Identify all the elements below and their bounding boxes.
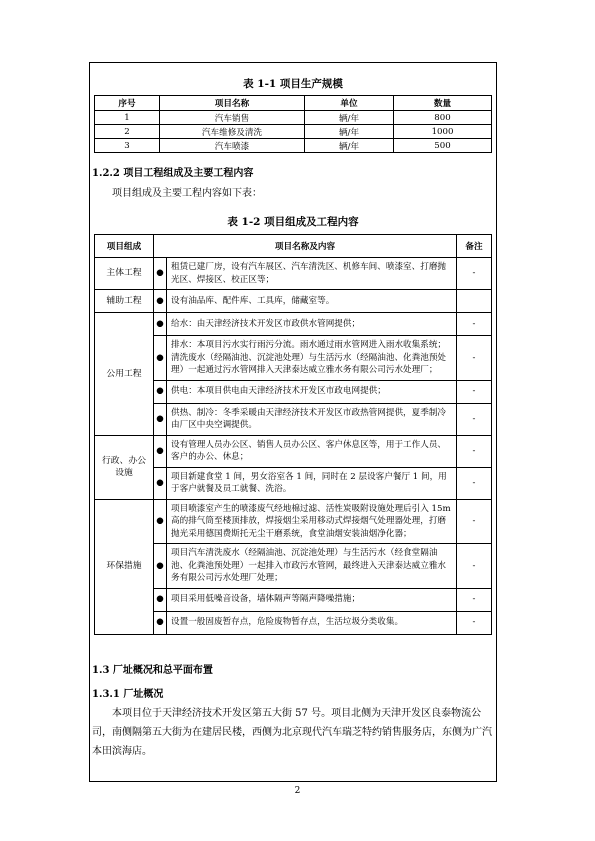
column-header: 单位 — [305, 96, 394, 111]
table-header-row — [95, 96, 492, 111]
table-header-row — [95, 235, 492, 258]
group-label: 公用工程 — [95, 313, 154, 436]
table-row — [95, 611, 492, 634]
bullet-icon: ● — [154, 611, 167, 634]
table1-caption: 表 1-1 项目生产规模 — [243, 78, 343, 90]
table-cell: 2 — [95, 125, 160, 139]
table-cell: 供热、制冷：冬季采暖由天津经济技术开发区市政热管网提供，夏季制冷由厂区中央空调提供。 — [167, 403, 457, 435]
table2-caption: 表 1-2 项目组成及工程内容 — [227, 216, 359, 228]
table-cell: 设置一般固废暂存点，危险废物暂存点，生活垃圾分类收集。 — [167, 611, 457, 634]
bullet-icon: ● — [154, 467, 167, 499]
table-row — [95, 588, 492, 611]
bullet-icon: ● — [154, 588, 167, 611]
table-row — [95, 336, 492, 381]
table-cell: 汽车喷漆 — [160, 139, 305, 153]
table-cell: 设有油品库、配件库、工具库，储藏室等。 — [167, 290, 457, 313]
table-cell: 汽车维修及清洗 — [160, 125, 305, 139]
table-cell: 供电：本项目供电由天津经济技术开发区市政电网提供； — [167, 380, 457, 403]
intro-paragraph: 项目组成及主要工程内容如下表： — [112, 188, 262, 199]
remark-cell: - — [457, 313, 492, 336]
bullet-icon: ● — [154, 544, 167, 589]
table-cell: 辆/年 — [305, 111, 394, 125]
project-composition-table — [94, 234, 492, 635]
table-cell: 项目汽车清洗废水（经隔油池、沉淀池处理）与生活污水（经食堂隔油池、化粪池预处理）一起排入市政污水管网，最终进入天津泰达威立雅水务有限公司污水处理厂处理； — [167, 544, 457, 589]
bullet-icon: ● — [154, 435, 167, 467]
table-cell: 给水：由天津经济技术开发区市政供水管网提供； — [167, 313, 457, 336]
table-cell: 汽车销售 — [160, 111, 305, 125]
table-cell: 设有管理人员办公区、销售人员办公区、客户休息区等，用于工作人员、客户的办公、休息； — [167, 435, 457, 467]
table-row — [95, 403, 492, 435]
table-row — [95, 467, 492, 499]
remark-cell — [457, 290, 492, 313]
remark-cell: - — [457, 467, 492, 499]
section-heading-1-3-1: 1.3.1 厂址概况 — [92, 689, 164, 700]
column-header: 项目名称 — [160, 96, 305, 111]
group-label: 环保措施 — [95, 499, 154, 634]
column-header: 项目名称及内容 — [154, 235, 457, 258]
table-cell: 1 — [95, 111, 160, 125]
table-row — [95, 544, 492, 589]
remark-cell: - — [457, 403, 492, 435]
table-cell: 500 — [394, 139, 492, 153]
remark-cell: - — [457, 435, 492, 467]
group-label: 行政、办公设施 — [95, 435, 154, 499]
remark-cell: - — [457, 499, 492, 544]
bullet-icon: ● — [154, 336, 167, 381]
table-row — [95, 290, 492, 313]
table-row — [95, 380, 492, 403]
table-cell: 3 — [95, 139, 160, 153]
bullet-icon: ● — [154, 313, 167, 336]
column-header: 项目组成 — [95, 235, 154, 258]
section-heading-1-2-2: 1.2.2 项目工程组成及主要工程内容 — [92, 168, 254, 179]
page-number: 2 — [294, 786, 301, 796]
remark-cell: - — [457, 380, 492, 403]
bullet-icon: ● — [154, 258, 167, 290]
column-header: 数量 — [394, 96, 492, 111]
table-row — [95, 313, 492, 336]
bullet-icon: ● — [154, 499, 167, 544]
remark-cell: - — [457, 611, 492, 634]
table-cell: 项目新建食堂 1 间，男女浴室各 1 间，同时在 2 层设客户餐厅 1 间，用于客户就餐及员工就餐、洗浴。 — [167, 467, 457, 499]
table-cell: 辆/年 — [305, 125, 394, 139]
table-row — [95, 125, 492, 139]
bullet-icon: ● — [154, 403, 167, 435]
table-row — [95, 435, 492, 467]
table-row — [95, 499, 492, 544]
bullet-icon: ● — [154, 380, 167, 403]
remark-cell: - — [457, 544, 492, 589]
group-label: 辅助工程 — [95, 290, 154, 313]
table-cell: 项目采用低噪音设备，墙体隔声等隔声降噪措施； — [167, 588, 457, 611]
column-header: 备注 — [457, 235, 492, 258]
production-scale-table — [94, 95, 492, 153]
remark-cell: - — [457, 258, 492, 290]
table-cell: 排水：本项目污水实行雨污分流。雨水通过雨水管网进入雨水收集系统；清洗废水（经隔油池、沉淀池处理）与生活污水（经隔油池、化粪池预处理）一起通过污水管网排入天津泰达威立雅水务有限公司污水处理厂； — [167, 336, 457, 381]
table-row — [95, 111, 492, 125]
site-paragraph: 本项目位于天津经济技术开发区第五大街 57 号。项目北侧为天津开发区良泰物流公司，南侧隔第五大街为在建居民楼，西侧为北京现代汽车瑞芝特约销售服务店，东侧为广汽本田滨海店。 — [92, 708, 492, 757]
remark-cell: - — [457, 588, 492, 611]
section-heading-1-3: 1.3 厂址概况和总平面布置 — [92, 665, 213, 676]
table-cell: 1000 — [394, 125, 492, 139]
table-row — [95, 258, 492, 290]
group-label: 主体工程 — [95, 258, 154, 290]
table-cell: 辆/年 — [305, 139, 394, 153]
bullet-icon: ● — [154, 290, 167, 313]
table-row — [95, 139, 492, 153]
column-header: 序号 — [95, 96, 160, 111]
table-cell: 项目喷漆室产生的喷漆废气经地棉过滤、活性炭吸附设施处理后引入 15m 高的排气筒至楼顶排放，焊接烟尘采用移动式焊接烟气处理器处理，打磨抛光采用德国费斯托无尘干磨系统，食堂油烟安装油烟净化器； — [167, 499, 457, 544]
table-cell: 租赁已建厂房，设有汽车展区、汽车清洗区、机修车间、喷漆室、打磨抛光区、焊接区、校正区等； — [167, 258, 457, 290]
table-cell: 800 — [394, 111, 492, 125]
remark-cell: - — [457, 336, 492, 381]
